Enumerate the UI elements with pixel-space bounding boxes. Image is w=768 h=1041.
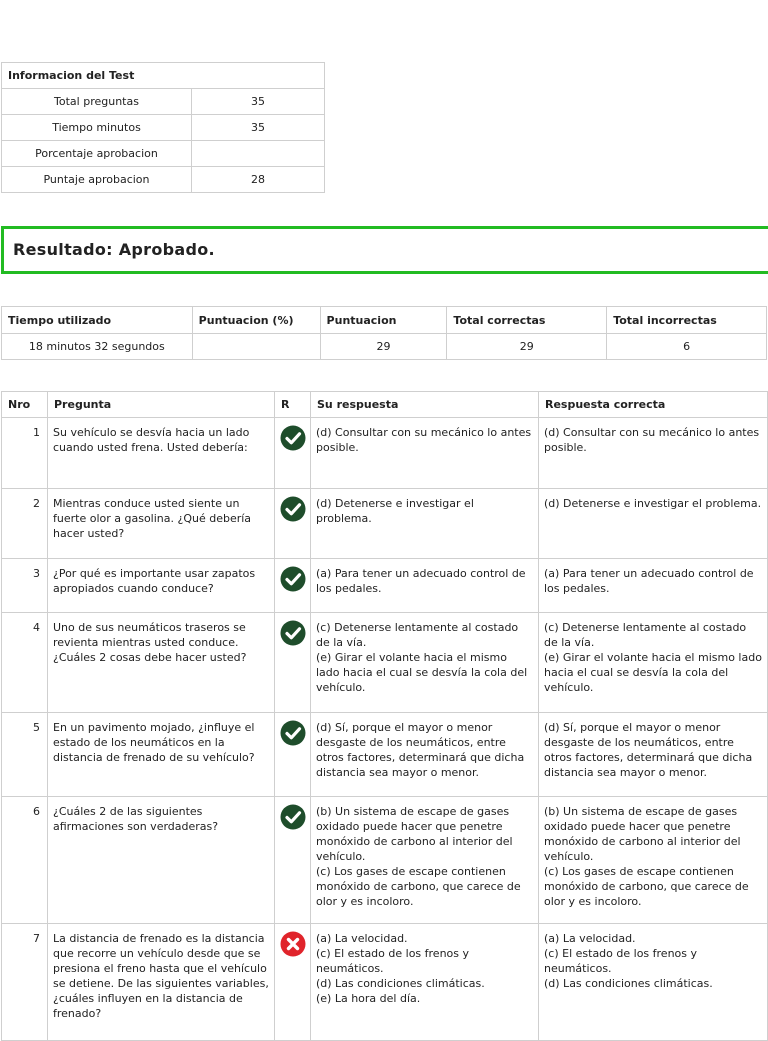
questions-header: Su respuesta — [311, 392, 539, 418]
question-number: 1 — [2, 418, 48, 489]
score-percent-value — [192, 334, 320, 360]
user-answer-line: (c) Detenerse lentamente al costado de la vía. — [316, 621, 519, 649]
question-row — [2, 559, 768, 613]
question-row — [2, 797, 768, 924]
test-info-label: Puntaje aprobacion — [2, 167, 192, 193]
question-row — [2, 924, 768, 1041]
question-number: 3 — [2, 559, 48, 613]
test-info-table — [1, 62, 325, 193]
result-banner: Resultado: Aprobado. — [1, 226, 768, 274]
test-info-value: 35 — [192, 115, 325, 141]
user-answer-line: (c) El estado de los frenos y neumáticos. — [316, 947, 470, 975]
test-info-row — [2, 89, 325, 115]
user-answer-line: (d) Consultar con su mecánico lo antes posible. — [316, 426, 532, 454]
check-circle-icon — [280, 496, 306, 522]
test-info-title: Informacion del Test — [2, 63, 325, 89]
correct-answer — [539, 797, 768, 924]
summary-header: Total correctas — [447, 307, 607, 334]
test-info-value: 35 — [192, 89, 325, 115]
user-answer-line: (d) Detenerse e investigar el problema. — [316, 497, 474, 525]
questions-table — [1, 391, 768, 1041]
questions-body — [2, 418, 768, 1041]
question-text: En un pavimento mojado, ¿influye el estado de los neumáticos en la distancia de frenado de su vehículo? — [48, 713, 275, 797]
user-answer-line: (a) Para tener un adecuado control de los pedales. — [316, 567, 526, 595]
questions-header: Pregunta — [48, 392, 275, 418]
summary-header: Puntuacion — [320, 307, 447, 334]
questions-header: R — [275, 392, 311, 418]
correct-answer — [539, 713, 768, 797]
questions-header: Respuesta correcta — [539, 392, 768, 418]
result-mark-cell — [275, 713, 311, 797]
correct-answer-line: (e) Girar el volante hacia el mismo lado hacia el cual se desvía la cola del vehículo. — [544, 651, 762, 694]
check-circle-icon — [280, 720, 306, 746]
correct-answer — [539, 924, 768, 1041]
user-answer-line: (e) Girar el volante hacia el mismo lado hacia el cual se desvía la cola del vehículo. — [316, 651, 528, 694]
question-row — [2, 489, 768, 559]
check-circle-icon — [280, 804, 306, 830]
test-info-row — [2, 141, 325, 167]
correct-answer-line: (d) Detenerse e investigar el problema. — [544, 497, 762, 510]
total-incorrect-value: 6 — [607, 334, 767, 360]
user-answer — [311, 559, 539, 613]
question-number: 4 — [2, 613, 48, 713]
question-text: ¿Por qué es importante usar zapatos apropiados cuando conduce? — [48, 559, 275, 613]
score-value: 29 — [320, 334, 447, 360]
user-answer — [311, 489, 539, 559]
x-circle-icon — [280, 931, 306, 957]
question-number: 7 — [2, 924, 48, 1041]
user-answer-line: (c) Los gases de escape contienen monóxido de carbono, que carece de olor y es incoloro. — [316, 865, 521, 908]
test-info-value — [192, 141, 325, 167]
user-answer — [311, 418, 539, 489]
user-answer-line: (d) Las condiciones climáticas. — [316, 977, 485, 990]
user-answer-line: (d) Sí, porque el mayor o menor desgaste de los neumáticos, entre otros factores, determinará que dicha distancia sea mayor o menor. — [316, 721, 525, 779]
summary-header: Puntuacion (%) — [192, 307, 320, 334]
question-text: La distancia de frenado es la distancia que recorre un vehículo desde que se presiona el freno hasta que el vehículo se detiene. De las siguientes variables, ¿cuáles influyen en la distancia de frenado? — [48, 924, 275, 1041]
question-text: ¿Cuáles 2 de las siguientes afirmaciones son verdaderas? — [48, 797, 275, 924]
summary-header: Tiempo utilizado — [2, 307, 193, 334]
user-answer — [311, 613, 539, 713]
question-number: 6 — [2, 797, 48, 924]
result-mark-cell — [275, 924, 311, 1041]
question-number: 2 — [2, 489, 48, 559]
test-info-label: Porcentaje aprobacion — [2, 141, 192, 167]
correct-answer-line: (d) Sí, porque el mayor o menor desgaste de los neumáticos, entre otros factores, determinará que dicha distancia sea mayor o menor. — [544, 721, 753, 779]
user-answer-line: (a) La velocidad. — [316, 932, 408, 945]
question-text: Su vehículo se desvía hacia un lado cuando usted frena. Usted debería: — [48, 418, 275, 489]
check-circle-icon — [280, 425, 306, 451]
question-row — [2, 613, 768, 713]
total-correct-value: 29 — [447, 334, 607, 360]
question-text: Uno de sus neumáticos traseros se revienta mientras usted conduce. ¿Cuáles 2 cosas debe hacer usted? — [48, 613, 275, 713]
correct-answer — [539, 489, 768, 559]
correct-answer — [539, 613, 768, 713]
correct-answer-line: (a) La velocidad. — [544, 932, 636, 945]
correct-answer-line: (c) Los gases de escape contienen monóxido de carbono, que carece de olor y es incoloro. — [544, 865, 749, 908]
question-text: Mientras conduce usted siente un fuerte olor a gasolina. ¿Qué debería hacer usted? — [48, 489, 275, 559]
result-mark-cell — [275, 418, 311, 489]
test-info-row — [2, 167, 325, 193]
correct-answer-line: (c) El estado de los frenos y neumáticos. — [544, 947, 698, 975]
question-row — [2, 713, 768, 797]
test-info-label: Total preguntas — [2, 89, 192, 115]
correct-answer — [539, 559, 768, 613]
time-used-value: 18 minutos 32 segundos — [2, 334, 193, 360]
result-mark-cell — [275, 797, 311, 924]
result-mark-cell — [275, 489, 311, 559]
correct-answer-line: (b) Un sistema de escape de gases oxidado puede hacer que penetre monóxido de carbono al interior del vehículo. — [544, 805, 741, 863]
user-answer — [311, 797, 539, 924]
question-number: 5 — [2, 713, 48, 797]
user-answer-line: (b) Un sistema de escape de gases oxidado puede hacer que penetre monóxido de carbono al interior del vehículo. — [316, 805, 513, 863]
result-mark-cell — [275, 559, 311, 613]
question-row — [2, 418, 768, 489]
result-mark-cell — [275, 613, 311, 713]
user-answer — [311, 713, 539, 797]
correct-answer-line: (d) Consultar con su mecánico lo antes posible. — [544, 426, 760, 454]
test-info-row — [2, 115, 325, 141]
correct-answer-line: (c) Detenerse lentamente al costado de la vía. — [544, 621, 747, 649]
user-answer — [311, 924, 539, 1041]
correct-answer — [539, 418, 768, 489]
summary-header: Total incorrectas — [607, 307, 767, 334]
questions-header: Nro — [2, 392, 48, 418]
check-circle-icon — [280, 620, 306, 646]
check-circle-icon — [280, 566, 306, 592]
user-answer-line: (e) La hora del día. — [316, 992, 421, 1005]
correct-answer-line: (d) Las condiciones climáticas. — [544, 977, 713, 990]
summary-table — [1, 306, 767, 360]
test-info-value: 28 — [192, 167, 325, 193]
test-info-label: Tiempo minutos — [2, 115, 192, 141]
correct-answer-line: (a) Para tener un adecuado control de los pedales. — [544, 567, 754, 595]
